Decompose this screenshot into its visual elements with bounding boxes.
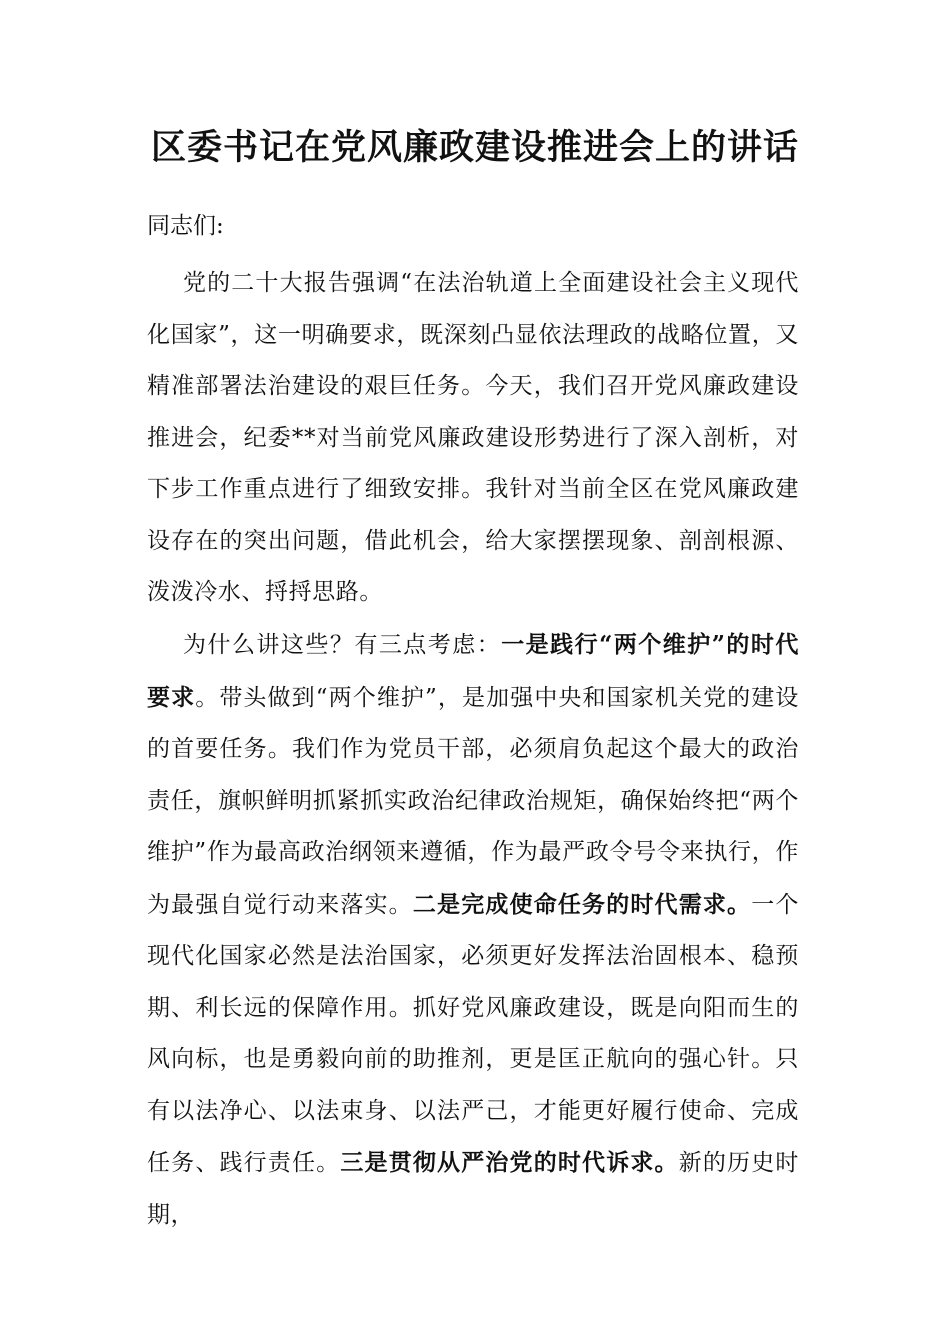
paragraph-opening-text: 党的二十大报告强调“在法治轨道上全面建设社会主义现代化国家”，这一明确要求，既深刻凸显依法理政的战略位置，又精准部署法治建设的艰巨任务。今天，我们召开党风廉政建设推进会，纪委**对当前党风廉政建设形势进行了深入剖析，对下步工作重点进行了细致安排。我针对当前全区在党风廉政建设存在的突出问题，借此机会，给大家摆摆现象、剖剖根源、泼泼冷水、捋捋思路。 xyxy=(147,270,799,605)
point2-body: 一个现代化国家必然是法治国家，必须更好发挥法治固根本、稳预期、利长远的保障作用。抓好党风廉政建设，既是向阳而生的风向标，也是勇毅向前的助推剂，更是匡正航向的强心针。只有以法净心、以法束身、以法严己，才能更好履行使命、完成任务、践行责任。 xyxy=(147,891,799,1176)
paragraph-reasons xyxy=(147,619,799,1241)
document-title: 区委书记在党风廉政建设推进会上的讲话 xyxy=(150,127,799,168)
point1-body: 。带头做到“两个维护”，是加强中央和国家机关党的建设的首要任务。我们作为党员干部，必须肩负起这个最大的政治责任，旗帜鲜明抓紧抓实政治纪律政治规矩，确保始终把“两个维护”作为最高政治纲领来遵循，作为最严政令号令来执行，作为最强自觉行动来落实。 xyxy=(147,684,799,918)
point2-heading: 二是完成使命任务的时代需求。 xyxy=(412,890,752,918)
salutation: 同志们: xyxy=(147,213,224,239)
reasons-intro: 为什么讲这些？有三点考虑： xyxy=(183,632,502,658)
point1-heading: 一是践行“两个维护”的时代要求 xyxy=(147,631,799,711)
point3-heading: 三是贯彻从严治党的时代诉求。 xyxy=(340,1149,679,1176)
paragraph-opening xyxy=(147,258,799,619)
point3-body: 新的历史时期， xyxy=(147,1150,799,1228)
